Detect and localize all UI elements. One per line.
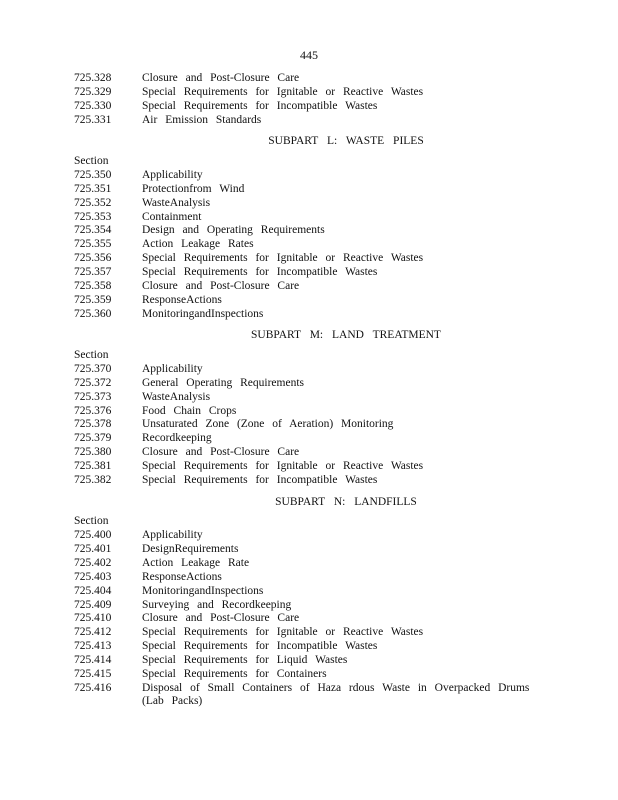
section-title: Disposal of Small Containers of Haza rdous Waste in Overpacked Drums (Lab Packs) — [142, 681, 530, 708]
section-title: Closure and Post-Closure Care — [142, 72, 300, 84]
section-number: 725.414 — [74, 653, 112, 666]
toc-row — [74, 100, 544, 114]
section-title: Applicability — [142, 169, 203, 182]
toc-row — [74, 474, 544, 488]
section-title: Food Chain Crops — [142, 404, 237, 417]
toc-row — [74, 86, 544, 100]
section-title: Special Requirements for Ignitable or Reactive Wastes — [142, 459, 424, 472]
section-number: 725.403 — [74, 570, 112, 583]
toc-row — [74, 654, 544, 668]
section-title: Special Requirements for Ignitable or Reactive Wastes — [142, 626, 424, 639]
section-title: ResponseActions — [142, 570, 222, 583]
toc-row — [74, 543, 544, 557]
section-number: 725.359 — [74, 293, 112, 306]
section-title: DesignRequirements — [142, 543, 239, 556]
toc-row — [74, 377, 544, 391]
section-title: Action Leakage Rates — [142, 238, 254, 251]
toc-row — [74, 418, 544, 432]
section-label: Section — [74, 515, 109, 528]
section-number: 725.382 — [74, 473, 112, 486]
section-title: WasteAnalysis — [142, 390, 211, 403]
section-number: 725.402 — [74, 557, 112, 569]
toc-row — [74, 72, 544, 86]
toc-row — [74, 432, 544, 446]
section-number: 725.379 — [74, 432, 112, 445]
section-number: 725.358 — [74, 279, 112, 292]
section-title: ResponseActions — [142, 293, 222, 306]
toc-row — [74, 557, 544, 571]
section-number: 725.355 — [74, 238, 112, 251]
section-title: Closure and Post-Closure Care — [142, 446, 300, 459]
section-number: 725.351 — [74, 182, 112, 195]
section-title: Action Leakage Rate — [142, 557, 250, 569]
table-of-contents — [74, 72, 544, 709]
subpart-heading: SUBPART M: LAND TREATMENT — [251, 329, 441, 342]
toc-row — [74, 308, 544, 322]
section-title: Closure and Post-Closure Care — [142, 279, 300, 292]
subpart-heading: SUBPART N: LANDFILLS — [275, 495, 417, 508]
section-number: 725.378 — [74, 418, 112, 431]
section-number: 725.331 — [74, 113, 112, 126]
toc-row — [74, 529, 544, 543]
section-number: 725.376 — [74, 404, 112, 417]
page-number: 445 — [300, 48, 318, 62]
section-number: 725.415 — [74, 667, 112, 680]
section-title: MonitoringandInspections — [142, 307, 264, 320]
section-title: Special Requirements for Incompatible Wastes — [142, 640, 378, 653]
section-number: 725.381 — [74, 459, 112, 472]
section-title: Special Requirements for Containers — [142, 667, 327, 680]
section-title: Applicability — [142, 529, 203, 542]
section-number: 725.409 — [74, 598, 112, 611]
toc-row — [74, 224, 544, 238]
section-number: 725.372 — [74, 376, 112, 389]
toc-row — [74, 252, 544, 266]
section-number: 725.401 — [74, 543, 112, 556]
toc-row — [74, 183, 544, 197]
section-title: Design and Operating Requirements — [142, 224, 325, 237]
section-number: 725.380 — [74, 446, 112, 459]
section-title: WasteAnalysis — [142, 196, 211, 209]
toc-row — [74, 446, 544, 460]
section-number: 725.410 — [74, 612, 112, 625]
toc-row — [74, 668, 544, 682]
toc-row — [74, 585, 544, 599]
section-number: 725.413 — [74, 640, 112, 653]
section-number: 725.330 — [74, 99, 112, 112]
toc-row — [74, 238, 544, 252]
toc-row — [74, 405, 544, 419]
section-number: 725.373 — [74, 390, 112, 403]
toc-row — [74, 571, 544, 585]
toc-row — [74, 626, 544, 640]
toc-row — [74, 612, 544, 626]
section-number: 725.353 — [74, 210, 112, 223]
section-number: 725.360 — [74, 307, 112, 320]
section-number: 725.352 — [74, 196, 112, 209]
toc-row — [74, 294, 544, 308]
section-title: Special Requirements for Incompatible Wastes — [142, 265, 378, 278]
section-number: 725.400 — [74, 529, 112, 542]
section-title: MonitoringandInspections — [142, 584, 264, 597]
section-title: Special Requirements for Ignitable or Reactive Wastes — [142, 252, 424, 265]
section-label: Section — [74, 155, 109, 168]
section-title: Special Requirements for Ignitable or Reactive Wastes — [142, 85, 424, 98]
toc-row — [74, 682, 544, 710]
toc-row — [74, 169, 544, 183]
toc-row — [74, 363, 544, 377]
toc-row — [74, 114, 544, 128]
toc-row — [74, 599, 544, 613]
toc-row — [74, 197, 544, 211]
section-number: 725.370 — [74, 363, 112, 376]
section-title: Containment — [142, 210, 202, 223]
section-title: Unsaturated Zone (Zone of Aeration) Monitoring — [142, 418, 394, 431]
toc-row — [74, 280, 544, 294]
section-title: Special Requirements for Liquid Wastes — [142, 653, 348, 666]
toc-row — [74, 211, 544, 225]
section-title: Protectionfrom Wind — [142, 182, 245, 195]
section-title: Special Requirements for Incompatible Wastes — [142, 99, 378, 112]
section-title: Applicability — [142, 363, 203, 376]
section-number: 725.328 — [74, 72, 112, 84]
section-number: 725.357 — [74, 265, 112, 278]
section-number: 725.412 — [74, 626, 112, 639]
toc-row — [74, 391, 544, 405]
section-title: Surveying and Recordkeeping — [142, 598, 292, 611]
section-number: 725.354 — [74, 224, 112, 237]
toc-row — [74, 460, 544, 474]
section-number: 725.356 — [74, 252, 112, 265]
subpart-heading: SUBPART L: WASTE PILES — [268, 135, 424, 148]
section-title: General Operating Requirements — [142, 376, 304, 389]
section-number: 725.350 — [74, 169, 112, 182]
section-number: 725.416 — [74, 681, 112, 694]
section-label: Section — [74, 349, 109, 362]
section-title: Special Requirements for Incompatible Wastes — [142, 473, 378, 486]
section-title: Air Emission Standards — [142, 113, 262, 126]
toc-row — [74, 266, 544, 280]
section-title: Closure and Post-Closure Care — [142, 612, 300, 625]
section-number: 725.329 — [74, 85, 112, 98]
section-title: Recordkeeping — [142, 432, 212, 445]
section-number: 725.404 — [74, 584, 112, 597]
toc-row — [74, 640, 544, 654]
